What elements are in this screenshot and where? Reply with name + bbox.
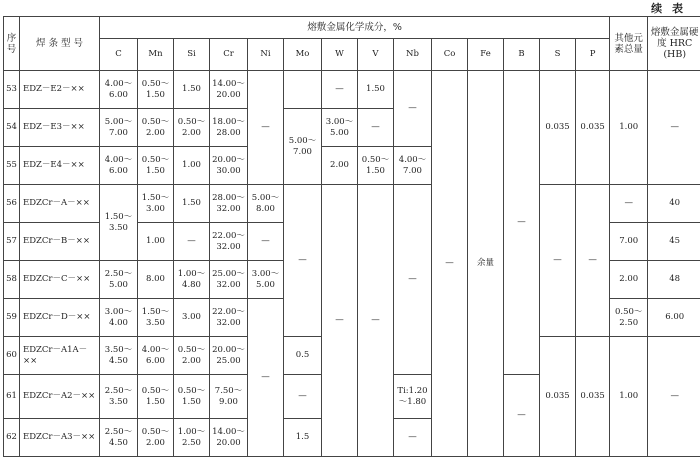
cell-model: EDZ－E4－×× [20,147,100,185]
header-seq: 序号 [4,17,20,71]
header-other-total: 其他元素总量 [610,17,648,71]
header-element-cr: Cr [210,39,248,71]
cell-mn: 0.50～2.00 [138,109,174,147]
header-model: 焊 条 型 号 [20,17,100,71]
cell-c: 3.50～4.50 [100,337,138,375]
cell-nb: Ti:1.20～1.80 [394,375,432,419]
cell-p-merged: — [576,185,610,337]
cell-other-merged: 1.00 [610,337,648,457]
cell-seq: 56 [4,185,20,223]
header-element-nb: Nb [394,39,432,71]
cell-b: 0.50～2.50 [610,299,648,337]
cell-nb: 4.00～7.00 [394,147,432,185]
cell-mn: 1.50～3.00 [138,185,174,223]
cell-other-merged: 1.00 [610,71,648,185]
header-composition-group: 熔敷金属化学成分，% [100,17,610,39]
cell-nb: — [394,419,432,457]
cell-model: EDZ－E2－×× [20,71,100,109]
cell-mn: 0.50～1.50 [138,71,174,109]
cell-si: 1.00 [174,147,210,185]
header-element-p: P [576,39,610,71]
cell-mn: 0.50～2.00 [138,419,174,457]
cell-seq: 53 [4,71,20,109]
cell-cr: 28.00～32.00 [210,185,248,223]
cell-c: 3.00～4.00 [100,299,138,337]
cell-cr: 14.00～20.00 [210,419,248,457]
cell-model: EDZCr－D－×× [20,299,100,337]
cell-si: 0.50～2.00 [174,337,210,375]
cell-model: EDZCr－A2－×× [20,375,100,419]
cell-ni-merged: — [248,299,284,457]
cell-si: — [174,223,210,261]
cell-seq: 58 [4,261,20,299]
cell-si: 0.50～1.50 [174,375,210,419]
cell-fe-merged: 余量 [468,71,504,457]
cell-model: EDZ－E3－×× [20,109,100,147]
cell-model: EDZCr－A1A－×× [20,337,100,375]
cell-model: EDZCr－C－×× [20,261,100,299]
cell-w: 2.00 [322,147,358,185]
continued-label: 续 表 [651,2,686,15]
cell-mo: — [284,375,322,419]
cell-hardness: 40 [648,185,700,223]
cell-seq: 60 [4,337,20,375]
cell-other: 2.00 [610,261,648,299]
header-element-b: B [504,39,540,71]
header-element-si: Si [174,39,210,71]
cell-mo: 5.00～7.00 [284,109,322,185]
cell-seq: 61 [4,375,20,419]
header-element-mo: Mo [284,39,322,71]
cell-model: EDZCr－B－×× [20,223,100,261]
cell-v: 0.50～1.50 [358,147,394,185]
cell-b-merged: — [504,71,540,375]
cell-seq: 55 [4,147,20,185]
cell-c-merged: 1.50～3.50 [100,185,138,261]
composition-table [3,16,700,457]
table-row [4,71,700,109]
cell-v: — [358,109,394,147]
cell-p-merged: 0.035 [576,71,610,185]
cell-ni: 3.00～5.00 [248,261,284,299]
cell-nb-merged: — [394,71,432,147]
cell-mn: 8.00 [138,261,174,299]
cell-c: 4.00～6.00 [100,71,138,109]
header-hardness: 熔敷金属硬度 HRC (HB) [648,17,700,71]
cell-ni: 5.00～8.00 [248,185,284,223]
cell-seq: 59 [4,299,20,337]
cell-nb-merged: — [394,185,432,375]
cell-p-merged: 0.035 [576,337,610,457]
header-element-co: Co [432,39,468,71]
cell-c: 2.50～5.00 [100,261,138,299]
header-element-w: W [322,39,358,71]
cell-cr: 7.50～9.00 [210,375,248,419]
cell-ni: — [248,223,284,261]
cell-mn: 0.50～1.50 [138,147,174,185]
cell-seq: 54 [4,109,20,147]
cell-cr: 22.00～32.00 [210,223,248,261]
cell-seq: 57 [4,223,20,261]
cell-si: 1.50 [174,185,210,223]
header-element-v: V [358,39,394,71]
cell-hardness: 45 [648,223,700,261]
cell-s-merged: 0.035 [540,337,576,457]
cell-cr: 14.00～20.00 [210,71,248,109]
header-element-c: C [100,39,138,71]
cell-w-merged: — [322,185,358,457]
cell-c: 2.50～4.50 [100,419,138,457]
cell-w: — [322,71,358,109]
cell-mn: 1.00 [138,223,174,261]
cell-hardness-merged: — [648,71,700,185]
cell-v: 1.50 [358,71,394,109]
header-element-ni: Ni [248,39,284,71]
cell-mo: 1.5 [284,419,322,457]
cell-mn: 4.00～6.00 [138,337,174,375]
cell-c: 5.00～7.00 [100,109,138,147]
cell-mo [284,71,322,109]
cell-cr: 25.00～32.00 [210,261,248,299]
cell-mo-merged: — [284,185,322,337]
cell-w: 3.00～5.00 [322,109,358,147]
cell-ni-merged: — [248,71,284,185]
cell-s-merged: — [540,185,576,337]
cell-co-merged: — [432,71,468,457]
cell-cr: 22.00～32.00 [210,299,248,337]
cell-si: 1.00～2.50 [174,419,210,457]
cell-other: — [610,185,648,223]
cell-si: 1.00～4.80 [174,261,210,299]
header-element-s: S [540,39,576,71]
cell-si: 0.50～2.00 [174,109,210,147]
cell-cr: 20.00～25.00 [210,337,248,375]
cell-cr: 18.00～28.00 [210,109,248,147]
cell-model: EDZCr－A－×× [20,185,100,223]
table-row [4,185,700,223]
cell-si: 1.50 [174,71,210,109]
cell-si: 3.00 [174,299,210,337]
cell-cr: 20.00～30.00 [210,147,248,185]
cell-mn: 0.50～1.50 [138,375,174,419]
cell-c: 4.00～6.00 [100,147,138,185]
cell-hardness-merged: — [648,337,700,457]
cell-model: EDZCr－A3－×× [20,419,100,457]
cell-c: 2.50～3.50 [100,375,138,419]
cell-b-merged: — [504,375,540,457]
cell-other: 7.00 [610,223,648,261]
cell-v-merged: — [358,185,394,457]
cell-other: 6.00 [648,299,700,337]
cell-s-merged: 0.035 [540,71,576,185]
cell-mo: 0.5 [284,337,322,375]
header-element-mn: Mn [138,39,174,71]
header-element-fe: Fe [468,39,504,71]
cell-mn: 1.50～3.50 [138,299,174,337]
cell-seq: 62 [4,419,20,457]
cell-hardness: 48 [648,261,700,299]
